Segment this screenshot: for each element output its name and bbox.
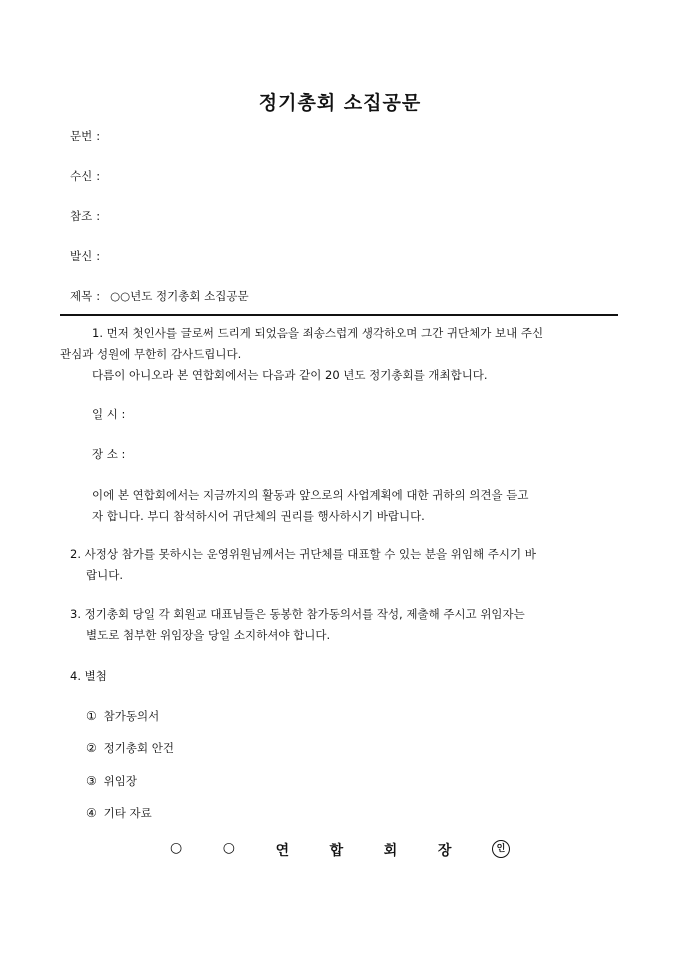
attachment-item: [86, 708, 159, 724]
paragraph-3-line-1: 3. 정기총회 당일 각 회원교 대표님들은 동봉한 참가동의서를 작성, 제출해 주시고 위임자는: [70, 607, 525, 621]
date-label: 일 시 :: [92, 407, 126, 421]
attachment-number: ②: [86, 741, 97, 755]
colon: :: [96, 209, 101, 223]
attachment-item: [86, 805, 152, 821]
signature-char: 합: [329, 843, 344, 859]
sender-label: 발신: [70, 249, 93, 263]
document-title: 정기총회 소집공문: [258, 92, 422, 114]
colon: :: [96, 289, 101, 303]
attachment-label: 참가동의서: [103, 709, 160, 723]
signature-line: [170, 840, 510, 860]
colon: :: [96, 249, 101, 263]
paragraph-2-line-1: 2. 사정상 참가를 못하시는 운영위원님께서는 귀단체를 대표할 수 있는 분을 위임해 주시기 바: [70, 547, 536, 561]
header-divider: [60, 314, 618, 316]
recipient-label: 수신: [70, 169, 93, 183]
attachment-label: 위임장: [103, 774, 137, 788]
paragraph-3-line-2: 별도로 첨부한 위임장을 당일 소지하셔야 합니다.: [86, 628, 331, 642]
subject-label: 제목: [70, 289, 93, 303]
paragraph-1-line-1: 1. 먼저 첫인사를 글로써 드리게 되었음을 죄송스럽게 생각하오며 그간 귀단체가 보내 주신: [92, 326, 544, 340]
attachment-label: 기타 자료: [103, 806, 152, 820]
attachment-item: [86, 773, 137, 789]
seal-stamp: 인: [492, 840, 510, 858]
attachment-item: [86, 740, 174, 756]
paragraph-1-line-3: 다름이 아니오라 본 연합회에서는 다음과 같이 20 년도 정기총회를 개최합니다.: [92, 368, 488, 382]
signature-char: ○: [222, 840, 235, 856]
reference-label: 참조: [70, 209, 93, 223]
signature-char: ○: [170, 840, 183, 856]
subject-value: ○○년도 정기총회 소집공문: [110, 289, 249, 303]
subject-row: [70, 288, 249, 304]
attachment-number: ①: [86, 709, 97, 723]
colon: :: [96, 169, 101, 183]
paragraph-1-line-2: 관심과 성원에 무한히 감사드립니다.: [60, 347, 242, 361]
reference-row: [70, 208, 100, 224]
attachments-heading: 4. 별첨: [70, 669, 107, 683]
colon: :: [96, 129, 101, 143]
recipient-row: [70, 168, 100, 184]
place-label: 장 소 :: [92, 447, 126, 461]
signature-char: 회: [383, 843, 398, 859]
doc-number-label: 문번: [70, 129, 93, 143]
doc-number-row: [70, 128, 100, 144]
attachment-number: ④: [86, 806, 97, 820]
attachment-number: ③: [86, 774, 97, 788]
signature-char: 연: [275, 843, 290, 859]
attachment-label: 정기총회 안건: [103, 741, 174, 755]
paragraph-2-line-2: 랍니다.: [86, 568, 123, 582]
paragraph-1-line-4: 이에 본 연합회에서는 지금까지의 활동과 앞으로의 사업계획에 대한 귀하의 의견을 듣고: [92, 488, 529, 502]
signature-char: 장: [437, 843, 452, 859]
paragraph-1-line-5: 자 합니다. 부디 참석하시어 귀단체의 권리를 행사하시기 바랍니다.: [92, 509, 425, 523]
sender-row: [70, 248, 100, 264]
